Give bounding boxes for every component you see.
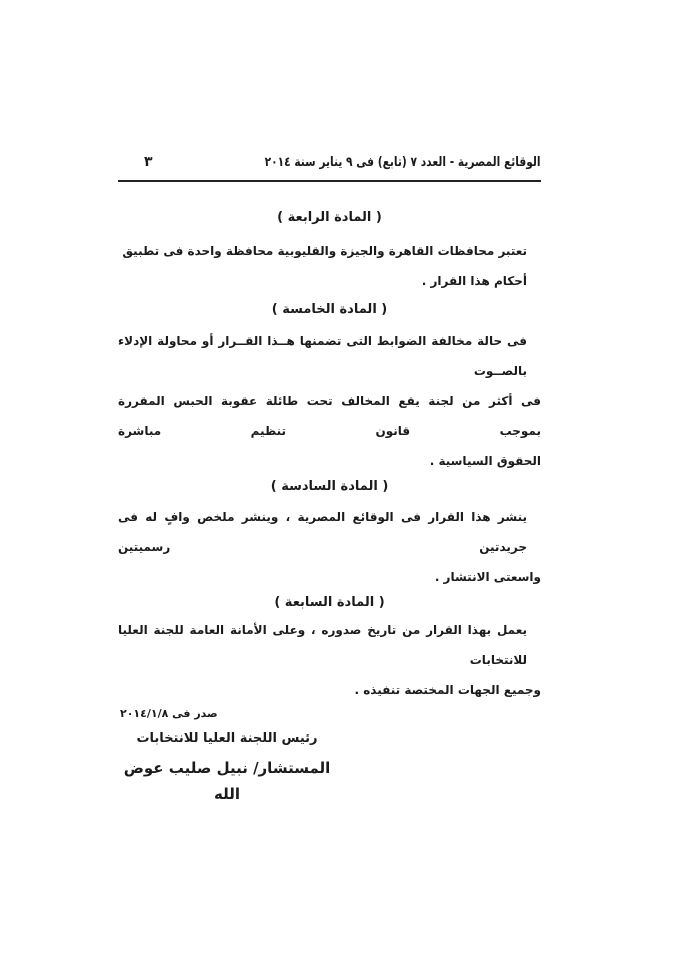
gazette-masthead-title: الوقائع المصرية - العدد ٧ (تابع) فى ٩ يناير سنة ٢٠١٤: [264, 155, 541, 170]
page-header: [118, 150, 541, 182]
article-7-line-2: وجميع الجهات المختصة تنفيذه .: [354, 683, 541, 697]
issue-date: صدر فى ٢٠١٤/١/٨: [120, 707, 218, 720]
article-5: [118, 299, 541, 476]
article-7-heading: ( المادة السابعة ): [274, 595, 385, 610]
article-6-line-2: واسعتى الانتشار .: [434, 570, 541, 584]
article-5-line-3: الحقوق السياسية .: [429, 454, 541, 468]
article-4: [118, 207, 541, 296]
article-5-body: [118, 326, 541, 476]
article-5-line-1: فى حالة مخالفة الضوابط التى تضمنها هــذا القــرار أو محاولة الإدلاء بالصــوت: [118, 334, 527, 378]
signatory-name: المستشار/ نبيل صليب عوض الله: [123, 759, 331, 803]
article-7: [118, 592, 541, 705]
article-7-body: [118, 615, 541, 705]
article-6-body: [118, 502, 541, 592]
article-5-line-2: فى أكثر من لجنة يقع المخالف تحت طائلة عقوبة الحبس المقررة بموجب قانون تنظيم مباشرة: [118, 394, 541, 438]
article-4-line-1: تعتبر محافظات القاهرة والجيزة والقليوبية محافظة واحدة فى تطبيق أحكام هذا القرار .: [122, 244, 527, 288]
signature-block: [118, 728, 336, 807]
article-6: [118, 476, 541, 592]
signatory-title: رئيس اللجنة العليا للانتخابات: [136, 731, 318, 746]
article-4-body: [118, 236, 541, 296]
article-4-heading: ( المادة الرابعة ): [277, 210, 382, 225]
article-6-heading: ( المادة السادسة ): [270, 479, 389, 494]
article-5-heading: ( المادة الخامسة ): [271, 302, 388, 317]
article-6-line-1: ينشر هذا القرار فى الوقائع المصرية ، وينشر ملخص وافٍ له فى جريدتين رسميتين: [118, 510, 527, 554]
article-7-line-1: يعمل بهذا القرار من تاريخ صدوره ، وعلى الأمانة العامة للجنة العليا للانتخابات: [118, 623, 527, 667]
page-content: [118, 150, 541, 807]
page-number: ٣: [144, 154, 153, 170]
